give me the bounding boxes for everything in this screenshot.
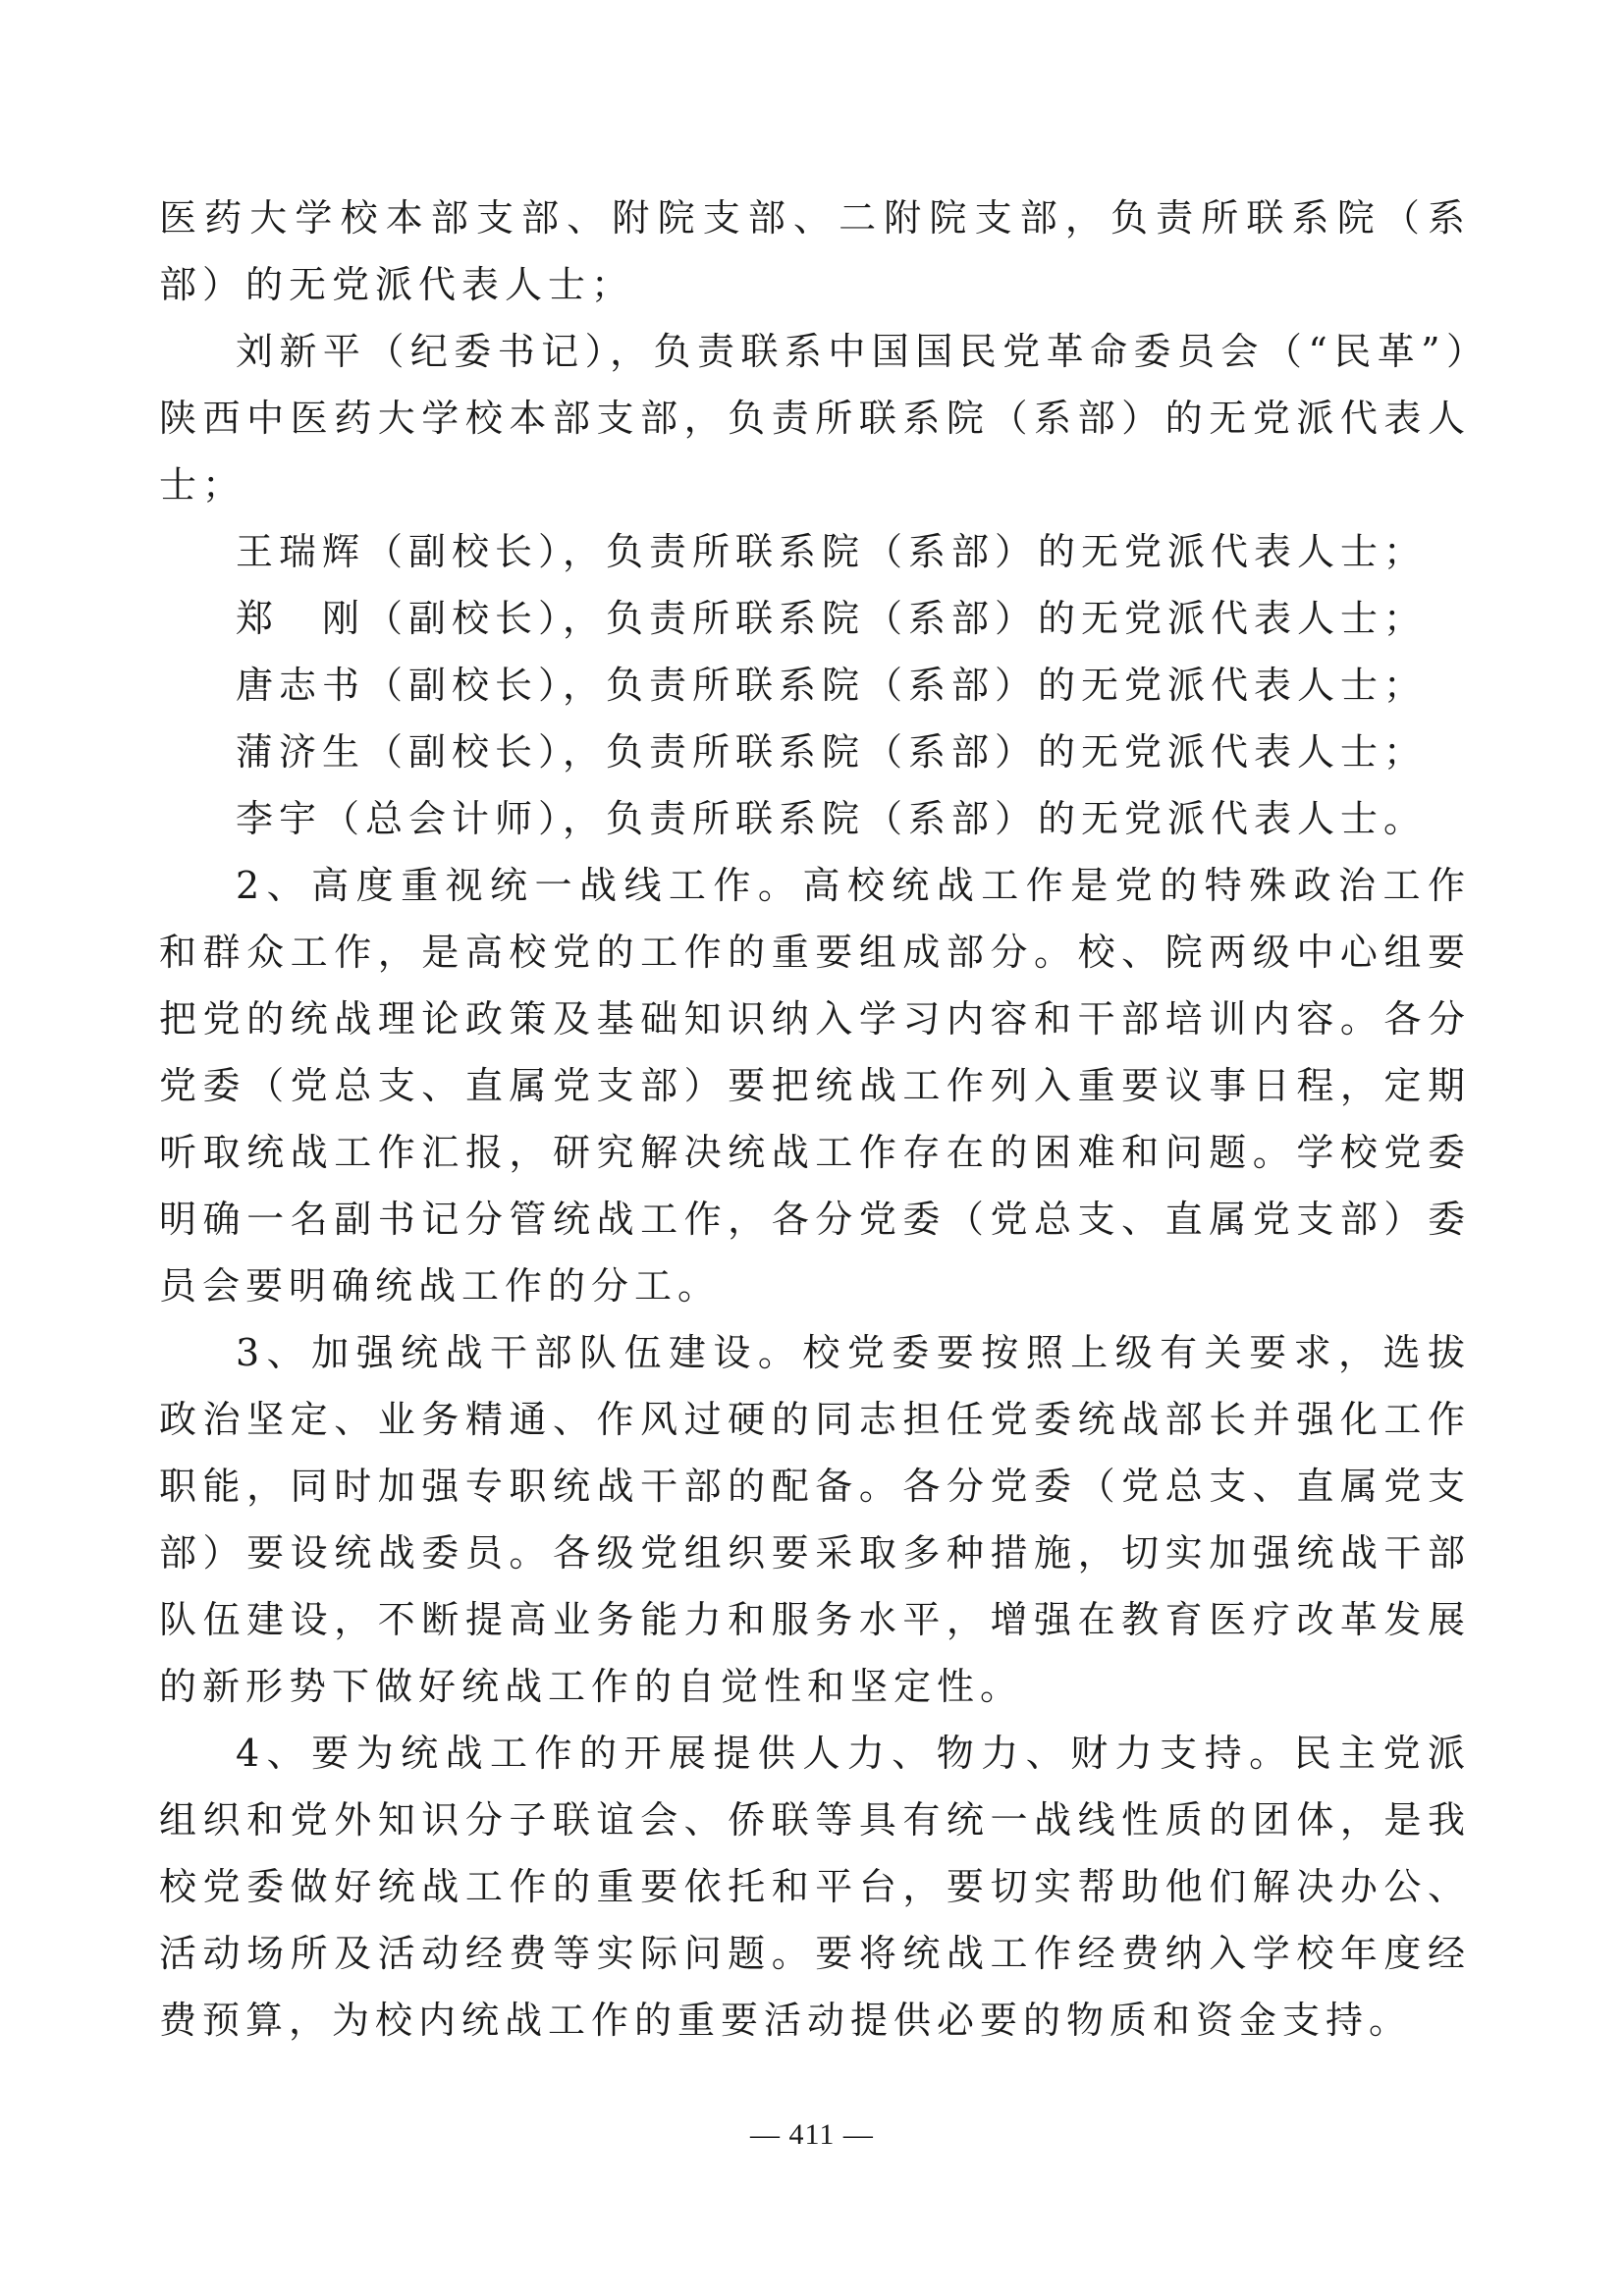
section-2-paragraph: 2、高度重视统一战线工作。高校统战工作是党的特殊政治工作和群众工作，是高校党的工作的重要组成部分。校、院两级中心组要把党的统战理论政策及基础知识纳入学习内容和干部培训内容。各分党委（党总支、直属党支部）要把统战工作列入重要议事日程，定期听取统战工作汇报，研究解决统战工作存在的困难和问题。学校党委明确一名副书记分管统战工作，各分党委（党总支、直属党支部）委员会要明确统战工作的分工。 bbox=[159, 864, 1471, 1308]
continuation-paragraph: 医药大学校本部支部、附院支部、二附院支部，负责所联系院（系部）的无党派代表人士； bbox=[159, 196, 1471, 306]
assignment-pu-jisheng: 蒲济生（副校长），负责所联系院（系部）的无党派代表人士； bbox=[236, 730, 1428, 774]
assignment-zheng-gang: 郑 刚（副校长），负责所联系院（系部）的无党派代表人士； bbox=[236, 597, 1428, 640]
assignment-wang-ruihui: 王瑞辉（副校长），负责所联系院（系部）的无党派代表人士； bbox=[236, 530, 1428, 573]
document-body bbox=[159, 185, 1471, 2054]
assignment-liu-xinping: 刘新平（纪委书记），负责联系中国国民党革命委员会（“民革”）陕西中医药大学校本部支部，负责所联系院（系部）的无党派代表人士； bbox=[159, 330, 1471, 507]
page-number: — 411 — bbox=[750, 2118, 874, 2151]
section-3-paragraph: 3、加强统战干部队伍建设。校党委要按照上级有关要求，选拔政治坚定、业务精通、作风过硬的同志担任党委统战部长并强化工作职能，同时加强专职统战干部的配备。各分党委（党总支、直属党支部）要设统战委员。各级党组织要采取多种措施，切实加强统战干部队伍建设，不断提高业务能力和服务水平，增强在教育医疗改革发展的新形势下做好统战工作的自觉性和坚定性。 bbox=[159, 1331, 1471, 1708]
assignment-li-yu: 李宇（总会计师），负责所联系院（系部）的无党派代表人士。 bbox=[236, 797, 1428, 840]
assignment-tang-zhishu: 唐志书（副校长），负责所联系院（系部）的无党派代表人士； bbox=[236, 664, 1428, 707]
section-4-paragraph: 4、要为统战工作的开展提供人力、物力、财力支持。民主党派组织和党外知识分子联谊会、侨联等具有统一战线性质的团体，是我校党委做好统战工作的重要依托和平台，要切实帮助他们解决办公、活动场所及活动经费等实际问题。要将统战工作经费纳入学校年度经费预算，为校内统战工作的重要活动提供必要的物质和资金支持。 bbox=[159, 1732, 1471, 2042]
